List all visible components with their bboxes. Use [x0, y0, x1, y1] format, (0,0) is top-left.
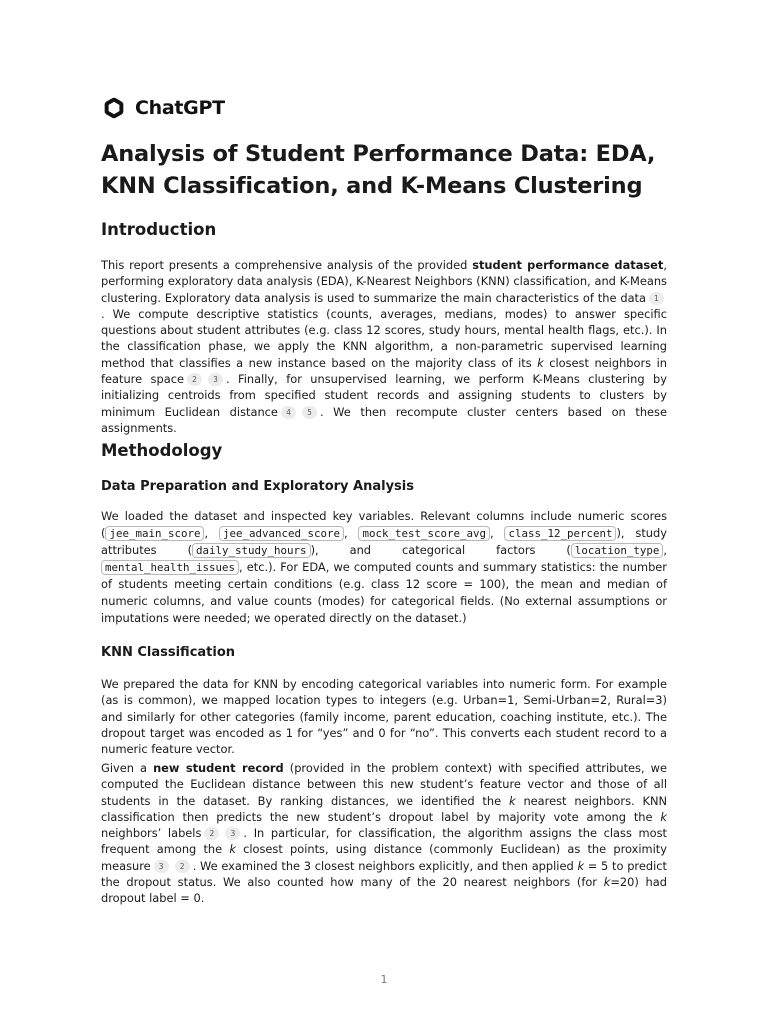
openai-knot-icon	[101, 95, 127, 121]
column-code: jee_advanced_score	[219, 526, 344, 541]
methodology-heading: Methodology	[101, 441, 223, 460]
column-code: mock_test_score_avg	[358, 526, 490, 541]
citation-badge[interactable]: 2	[175, 860, 190, 873]
knn-paragraph-1: We prepared the data for KNN by encoding categorical variables into numeric form. For example (as is common), we mapped location types to integers (e.g. Urban=1, Semi-Urban=2, Rural=3) and similarly for other categories (family income, parent education, coaching institute, etc.). The dropout target was encoded as 1 for “yes” and 0 for “no”. This converts each student record to a numeric feature vector.	[101, 677, 667, 757]
citation-badge[interactable]: 3	[154, 860, 169, 873]
citation-badge[interactable]: 2	[204, 827, 219, 840]
citation-badge[interactable]: 3	[208, 373, 223, 386]
brand-name: ChatGPT	[135, 97, 225, 119]
knn-heading: KNN Classification	[101, 645, 236, 660]
citation-badge[interactable]: 3	[225, 827, 240, 840]
citation-badge[interactable]: 2	[187, 373, 202, 386]
column-code: class_12_percent	[504, 526, 616, 541]
introduction-heading: Introduction	[101, 220, 217, 239]
column-code: location_type	[571, 543, 664, 558]
data-prep-paragraph: We loaded the dataset and inspected key variables. Relevant columns include numeric scores ( jee_main_score , jee_advanced_score , mock_test_score_avg , class_12_percent ), study attributes ( daily_study_hours ), and categorical factors ( location_type , mental_health_issues , etc.). For EDA, we computed counts and summary statistics: the number of students meeting certain conditions (e.g. class 12 score = 100), the mean and median of numeric columns, and value counts (modes) for categorical fields. (No external assumptions or imputations were needed; we operated directly on the dataset.)	[101, 509, 668, 625]
column-code: jee_main_score	[105, 526, 204, 541]
document-title: Analysis of Student Performance Data: EDA, KNN Classification, and K-Means Clustering	[101, 141, 656, 199]
citation-badge[interactable]: 1	[649, 292, 664, 305]
column-code: daily_study_hours	[192, 543, 311, 558]
page-number: 1	[380, 973, 388, 986]
data-prep-heading: Data Preparation and Exploratory Analysis	[101, 479, 414, 494]
chatgpt-logo	[101, 95, 225, 121]
knn-paragraph-2: Given a new student record (provided in the problem context) with specified attributes, we computed the Euclidean distance between this new student’s feature vector and those of all students in the dataset. By ranking distances, we identified the k nearest neighbors. KNN classification then predicts the new student’s dropout label by majority vote among the k neighbors’ labels 2 3 . In particular, for classification, the algorithm assigns the class most frequent among the k closest points, using distance (commonly Euclidean) as the proximity measure 3 2 . We examined the 3 closest neighbors explicitly, and then applied k = 5 to predict the dropout status. We also counted how many of the 20 nearest neighbors (for k=20) had dropout label = 0.	[101, 761, 668, 906]
introduction-paragraph: This report presents a comprehensive analysis of the provided student performance dataset, performing exploratory data analysis (EDA), K-Nearest Neighbors (KNN) classification, and K-Means clustering. Exploratory data analysis is used to summarize the main characteristics of the data 1. We compute descriptive statistics (counts, averages, medians, modes) to answer specific questions about student attributes (e.g. class 12 scores, study hours, mental health flags, etc.). In the classification phase, we apply the KNN algorithm, a non-parametric supervised learning method that classifies a new instance based on the majority class of its k closest neighbors in feature space 2 3 . Finally, for unsupervised learning, we perform K-Means clustering by initializing centroids from specified student records and assigning students to clusters by minimum Euclidean distance 4 5 . We then recompute cluster centers based on these assignments.	[101, 258, 667, 435]
citation-badge[interactable]: 4	[281, 406, 296, 419]
citation-badge[interactable]: 5	[302, 406, 317, 419]
column-code: mental_health_issues	[101, 560, 239, 575]
